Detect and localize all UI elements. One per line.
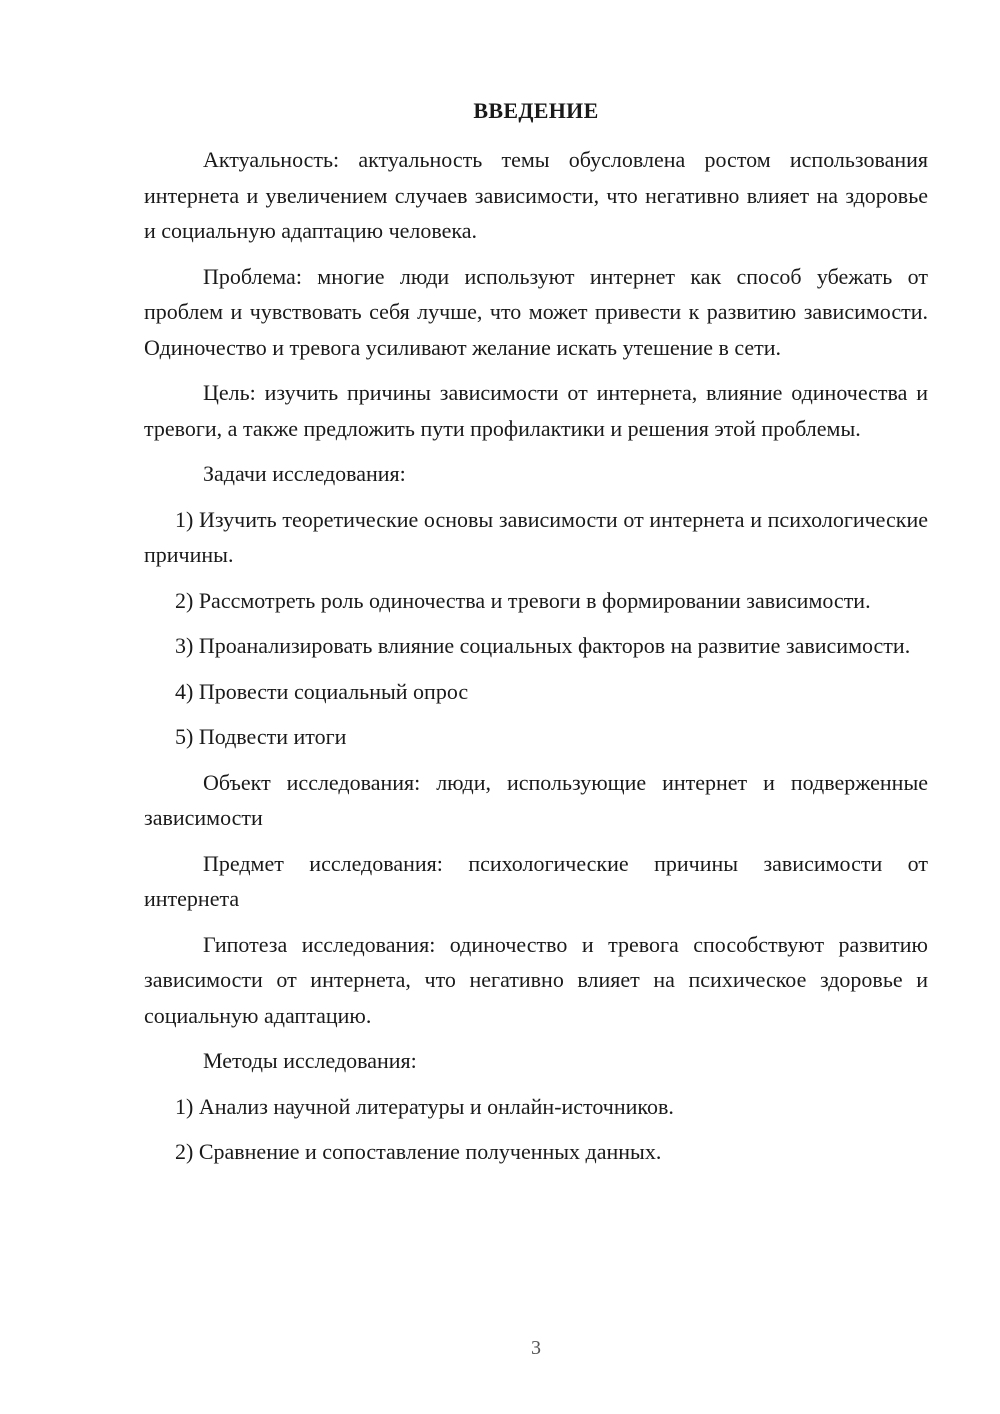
list-item-task-4: 4) Провести социальный опрос: [175, 678, 469, 704]
paragraph-relevance: Актуальность: актуальность темы обусловлена ростом использования интернета и увеличением случаев зависимости, что негативно влияет на здоровье и социальную адаптацию человека.: [144, 147, 928, 243]
list-item-task-1: 1) Изучить теоретические основы зависимости от интернета и психологические причины.: [144, 506, 928, 567]
section-title: ВВЕДЕНИЕ: [473, 98, 599, 123]
paragraph-methods-heading: Методы исследования:: [203, 1048, 417, 1073]
list-item-method-1: 1) Анализ научной литературы и онлайн-источников.: [175, 1093, 674, 1119]
list-item-task-2: 2) Рассмотреть роль одиночества и тревоги в формировании зависимости.: [175, 587, 871, 613]
paragraph-object: Объект исследования: люди, использующие интернет и подверженные зависимости: [144, 769, 928, 830]
paragraph-subject: Предмет исследования: психологические причины зависимости от интернета: [144, 850, 928, 911]
paragraph-problem: Проблема: многие люди используют интернет как способ убежать от проблем и чувствовать себя лучше, что может привести к развитию зависимости. Одиночество и тревога усиливают желание искать утешение в сети.: [144, 263, 928, 360]
document-body: [144, 142, 928, 1180]
paragraph-hypothesis: Гипотеза исследования: одиночество и тревога способствуют развитию зависимости от интернета, что негативно влияет на психическое здоровье и социальную адаптацию.: [144, 931, 928, 1028]
paragraph-goal: Цель: изучить причины зависимости от интернета, влияние одиночества и тревоги, а также предложить пути профилактики и решения этой проблемы.: [144, 380, 928, 441]
page-number: 3: [531, 1337, 541, 1359]
paragraph-tasks-heading: Задачи исследования:: [203, 461, 406, 486]
list-item-task-5: 5) Подвести итоги: [175, 724, 347, 749]
list-item-task-3: 3) Проанализировать влияние социальных факторов на развитие зависимости.: [175, 633, 911, 658]
list-item-method-2: 2) Сравнение и сопоставление полученных данных.: [175, 1139, 662, 1164]
